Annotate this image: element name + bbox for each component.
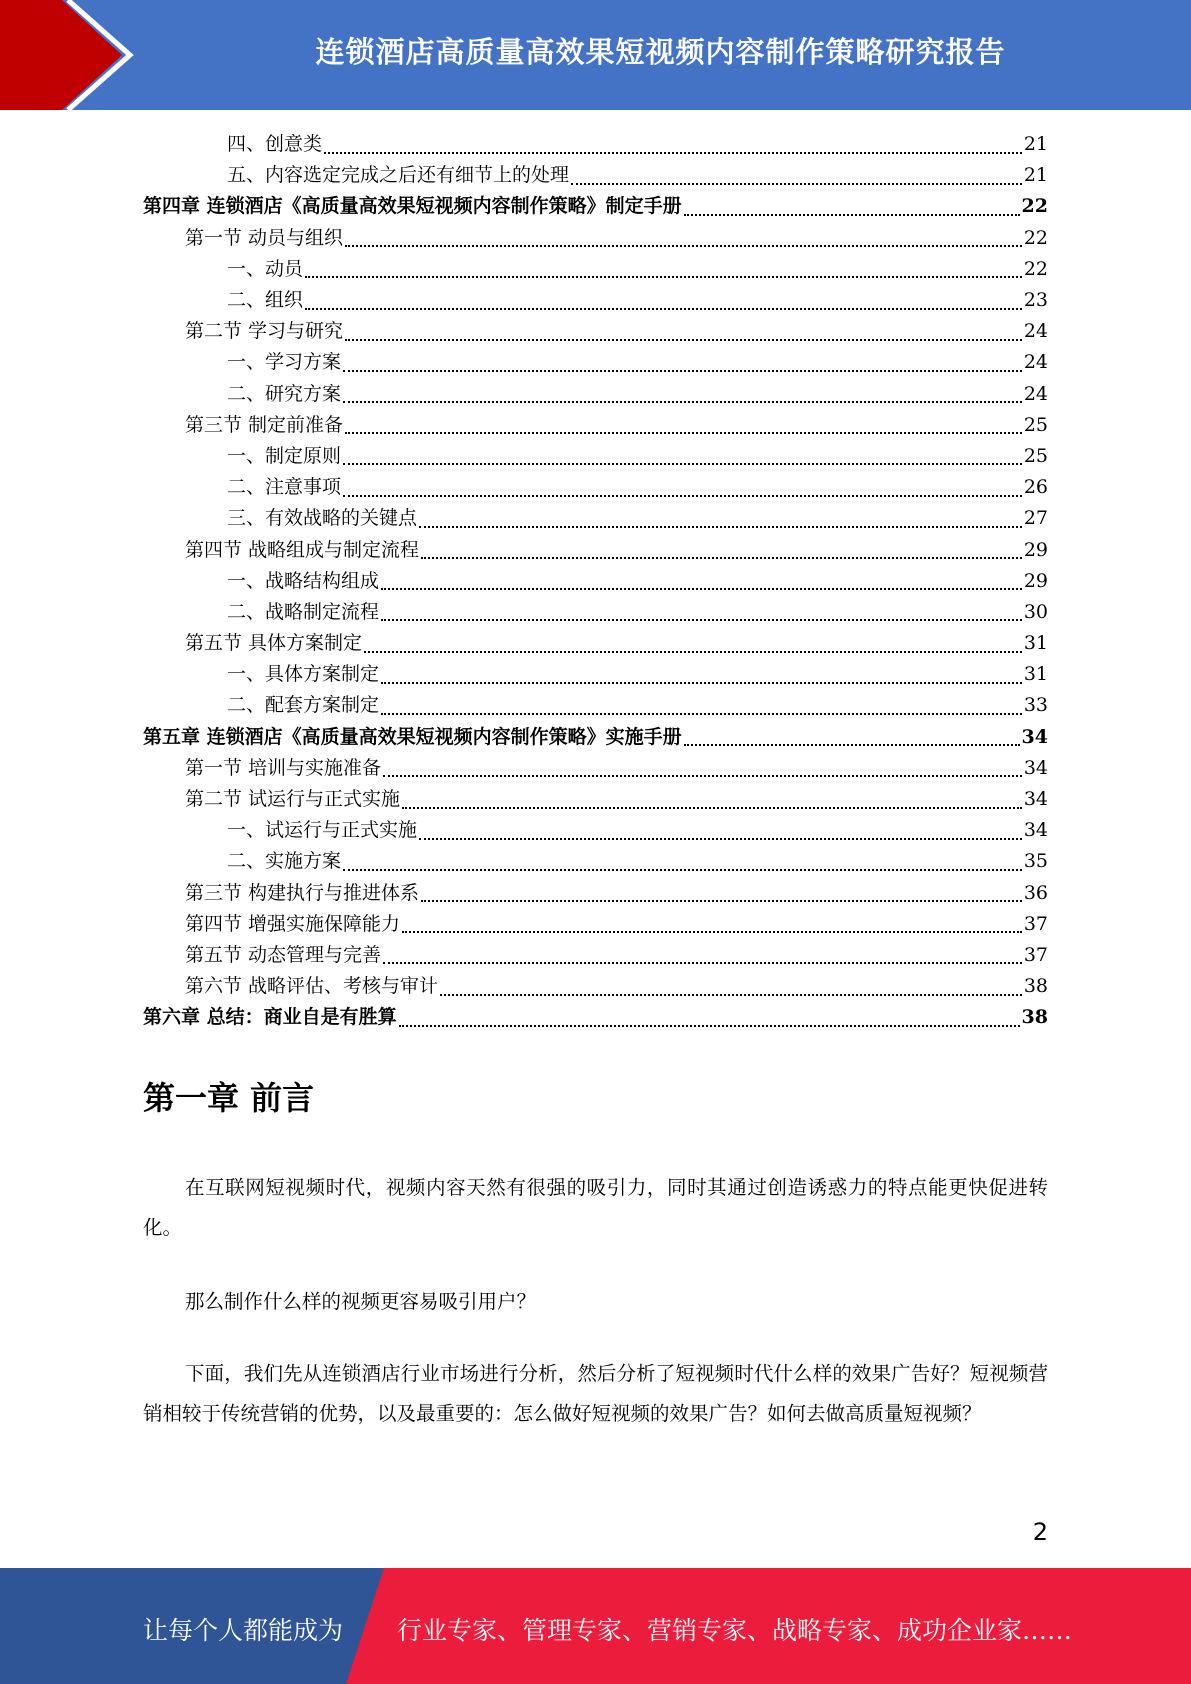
toc-entry-label: 五、内容选定完成之后还有细节上的处理 <box>227 164 570 187</box>
toc-entry[interactable] <box>143 815 1048 846</box>
toc-dot-leader <box>343 399 1022 403</box>
toc-dot-leader <box>421 898 1022 902</box>
toc-dot-leader <box>684 212 1020 216</box>
toc-dot-leader <box>381 711 1022 715</box>
toc-entry[interactable] <box>143 285 1048 316</box>
toc-entry-page: 22 <box>1023 257 1048 280</box>
footer-slogan-left: 让每个人都能成为 <box>143 1616 344 1645</box>
chapter-heading: 第一章 前言 <box>143 1079 315 1117</box>
toc-entry-label: 二、研究方案 <box>227 382 342 405</box>
toc-entry-page: 27 <box>1023 507 1048 530</box>
toc-entry-page: 29 <box>1023 538 1048 561</box>
toc-entry-label: 一、制定原则 <box>227 444 342 467</box>
paragraph: 下面，我们先从连锁酒店行业市场进行分析，然后分析了短视频时代什么样的效果广告好？短视频营销相较于传统营销的优势，以及最重要的：怎么做好短视频的效果广告？如何去做高质量短视频？ <box>143 1362 1048 1425</box>
toc-entry[interactable] <box>143 690 1048 721</box>
toc-entry[interactable] <box>143 1002 1048 1033</box>
toc-entry[interactable] <box>143 846 1048 877</box>
paragraph: 那么制作什么样的视频更容易吸引用户？ <box>185 1290 537 1313</box>
toc-entry-label: 第三节 构建执行与推进体系 <box>185 881 420 904</box>
toc-entry[interactable] <box>143 971 1048 1002</box>
toc-entry-label: 第五章 连锁酒店《高质量高效果短视频内容制作策略》实施手册 <box>143 725 682 748</box>
toc-entry-label: 一、试运行与正式实施 <box>227 819 418 842</box>
toc-entry[interactable] <box>143 160 1048 191</box>
toc-entry-label: 第四节 战略组成与制定流程 <box>185 538 420 561</box>
toc-entry[interactable] <box>143 223 1048 254</box>
toc-entry-page: 37 <box>1023 943 1048 966</box>
toc-entry-label: 二、实施方案 <box>227 850 342 873</box>
toc-entry-label: 三、有效战略的关键点 <box>227 507 418 530</box>
table-of-contents <box>143 129 1048 1033</box>
toc-dot-leader <box>381 617 1022 621</box>
toc-entry[interactable] <box>143 909 1048 940</box>
toc-entry-label: 一、动员 <box>227 257 304 280</box>
toc-entry-label: 二、注意事项 <box>227 476 342 499</box>
toc-entry[interactable] <box>143 534 1048 565</box>
toc-dot-leader <box>305 306 1022 310</box>
toc-entry-page: 25 <box>1023 413 1048 436</box>
toc-entry-page: 33 <box>1023 694 1048 717</box>
toc-dot-leader <box>440 992 1022 996</box>
toc-entry-page: 29 <box>1023 569 1048 592</box>
toc-entry-page: 35 <box>1023 850 1048 873</box>
toc-entry-page: 23 <box>1023 289 1048 312</box>
toc-dot-leader <box>345 337 1022 341</box>
toc-dot-leader <box>383 773 1022 777</box>
paragraph: 在互联网短视频时代，视频内容天然有很强的吸引力，同时其通过创造诱惑力的特点能更快促进转化。 <box>143 1176 1048 1239</box>
toc-entry-page: 26 <box>1023 476 1048 499</box>
toc-entry[interactable] <box>143 503 1048 534</box>
toc-entry-label: 二、组织 <box>227 289 304 312</box>
toc-dot-leader <box>399 1023 1020 1027</box>
toc-dot-leader <box>402 929 1022 933</box>
toc-entry[interactable] <box>143 441 1048 472</box>
toc-entry-page: 34 <box>1023 756 1048 779</box>
toc-entry-page: 22 <box>1023 226 1048 249</box>
toc-dot-leader <box>343 867 1022 871</box>
toc-entry-page: 25 <box>1023 444 1048 467</box>
toc-entry-label: 一、具体方案制定 <box>227 663 380 686</box>
toc-dot-leader <box>343 493 1022 497</box>
toc-entry-label: 第二节 试运行与正式实施 <box>185 788 401 811</box>
toc-dot-leader <box>305 274 1022 278</box>
toc-dot-leader <box>381 586 1022 590</box>
toc-entry[interactable] <box>143 566 1048 597</box>
toc-dot-leader <box>402 805 1022 809</box>
toc-dot-leader <box>324 150 1022 154</box>
toc-dot-leader <box>684 742 1020 746</box>
toc-dot-leader <box>571 181 1022 185</box>
toc-entry-page: 21 <box>1023 133 1048 156</box>
toc-dot-leader <box>343 368 1022 372</box>
toc-entry[interactable] <box>143 878 1048 909</box>
toc-entry-label: 一、学习方案 <box>227 351 342 374</box>
toc-entry-label: 第一节 动员与组织 <box>185 226 344 249</box>
page-number: 2 <box>1032 1518 1048 1546</box>
toc-dot-leader <box>383 960 1022 964</box>
toc-entry-page: 36 <box>1023 881 1048 904</box>
toc-entry-page: 30 <box>1023 600 1048 623</box>
toc-entry-page: 24 <box>1023 351 1048 374</box>
toc-entry-label: 第六节 战略评估、考核与审计 <box>185 975 439 998</box>
toc-entry-label: 第五节 动态管理与完善 <box>185 943 382 966</box>
header-title: 连锁酒店高质量高效果短视频内容制作策略研究报告 <box>315 35 1006 69</box>
toc-entry[interactable] <box>143 316 1048 347</box>
toc-entry[interactable] <box>143 722 1048 753</box>
toc-entry-page: 38 <box>1023 975 1048 998</box>
toc-dot-leader <box>345 430 1022 434</box>
toc-entry-label: 第五节 具体方案制定 <box>185 632 363 655</box>
toc-dot-leader <box>421 555 1022 559</box>
toc-entry[interactable] <box>143 191 1048 222</box>
toc-entry-label: 二、配套方案制定 <box>227 694 380 717</box>
toc-entry[interactable] <box>143 597 1048 628</box>
toc-entry-page: 34 <box>1023 788 1048 811</box>
toc-dot-leader <box>419 524 1022 528</box>
header-arrow-decoration <box>0 0 160 110</box>
toc-entry-page: 37 <box>1023 912 1048 935</box>
toc-entry-page: 31 <box>1023 663 1048 686</box>
toc-entry-label: 第四节 增强实施保障能力 <box>185 912 401 935</box>
toc-dot-leader <box>343 461 1022 465</box>
toc-entry-page: 31 <box>1023 632 1048 655</box>
toc-entry[interactable] <box>143 753 1048 784</box>
toc-entry[interactable] <box>143 472 1048 503</box>
toc-entry-page: 24 <box>1023 382 1048 405</box>
toc-entry[interactable] <box>143 347 1048 378</box>
toc-entry-label: 二、战略制定流程 <box>227 600 380 623</box>
toc-entry-page: 34 <box>1023 819 1048 842</box>
toc-dot-leader <box>364 649 1022 653</box>
toc-entry[interactable] <box>143 784 1048 815</box>
page-footer <box>0 1568 1191 1684</box>
toc-entry[interactable] <box>143 129 1048 160</box>
toc-entry-label: 第三节 制定前准备 <box>185 413 344 436</box>
toc-entry-label: 第六章 总结：商业自是有胜算 <box>143 1006 397 1029</box>
toc-entry[interactable] <box>143 940 1048 971</box>
toc-entry[interactable] <box>143 254 1048 285</box>
toc-entry-page: 22 <box>1021 195 1048 218</box>
toc-dot-leader <box>345 243 1022 247</box>
toc-entry-label: 一、战略结构组成 <box>227 569 380 592</box>
toc-entry[interactable] <box>143 410 1048 441</box>
toc-entry-page: 34 <box>1021 725 1048 748</box>
toc-dot-leader <box>419 836 1022 840</box>
toc-entry[interactable] <box>143 659 1048 690</box>
toc-entry-label: 四、创意类 <box>227 133 323 156</box>
toc-entry-page: 38 <box>1021 1006 1048 1029</box>
toc-entry-page: 24 <box>1023 320 1048 343</box>
footer-slogan-right: 行业专家、管理专家、营销专家、战略专家、成功企业家…… <box>397 1616 1073 1645</box>
toc-entry[interactable] <box>143 379 1048 410</box>
page-header <box>0 0 1191 110</box>
toc-entry-label: 第四章 连锁酒店《高质量高效果短视频内容制作策略》制定手册 <box>143 195 682 218</box>
toc-dot-leader <box>381 680 1022 684</box>
toc-entry-page: 21 <box>1023 164 1048 187</box>
toc-entry-label: 第一节 培训与实施准备 <box>185 756 382 779</box>
toc-entry[interactable] <box>143 628 1048 659</box>
toc-entry-label: 第二节 学习与研究 <box>185 320 344 343</box>
